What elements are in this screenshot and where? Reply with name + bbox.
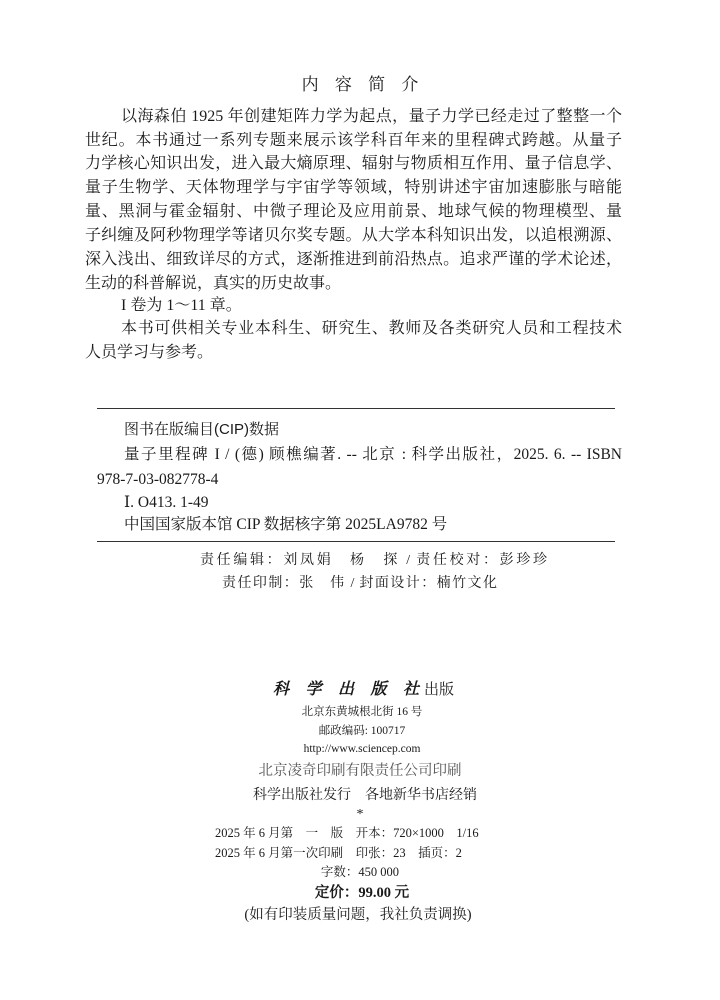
printing-line: 2025 年 6 月第一次印刷 印张：23 插页：2 bbox=[215, 846, 462, 860]
summary-line: 生动的科普解说，真实的历史故事。 bbox=[85, 275, 342, 292]
publisher-logo: 科学出版社 bbox=[273, 681, 419, 698]
summary-line: 深入浅出、细致详尽的方式，逐渐推进到前沿热点。追求严谨的学术论述， bbox=[85, 251, 622, 268]
summary-line: 世纪。本书通过一系列专题来展示该学科百年来的里程碑式跨越。从量子 bbox=[85, 132, 622, 149]
publisher-address: 北京东黄城根北街 16 号 bbox=[301, 706, 423, 718]
separator-asterisk: * bbox=[356, 807, 364, 822]
edition-line: 2025 年 6 月第 一 版 开本：720×1000 1/16 bbox=[215, 826, 479, 840]
cip-classification: Ⅰ. O413. 1-49 bbox=[124, 494, 209, 511]
printer-line: 北京凌奇印刷有限责任公司印刷 bbox=[258, 763, 462, 779]
summary-line: 量、黑洞与霍金辐射、中微子理论及应用前景、地球气候的物理模型、量 bbox=[85, 203, 622, 220]
publisher-postcode: 邮政编码: 100717 bbox=[318, 725, 406, 737]
editor-credits: 责任编辑：刘凤娟 杨 探 / 责任校对：彭珍珍 bbox=[200, 553, 547, 568]
cip-record-line: 量子里程碑 I / (德) 顾樵编著. -- 北京 : 科学出版社，2025. 6. -- ISBN bbox=[124, 446, 622, 463]
cip-approval-number: 中国国家版本馆 CIP 数据核字第 2025LA9782 号 bbox=[124, 516, 448, 533]
quality-notice: (如有印装质量问题，我社负责调换) bbox=[244, 907, 472, 923]
price: 定价：99.00 元 bbox=[314, 885, 410, 901]
cip-title: 图书在版编目(CIP)数据 bbox=[124, 421, 279, 438]
cip-bottom-rule bbox=[97, 541, 615, 542]
audience-line: 人员学习与参考。 bbox=[85, 344, 214, 361]
word-count: 字数：450 000 bbox=[320, 865, 400, 879]
volume-scope-line: I 卷为 1～11 章。 bbox=[121, 297, 242, 314]
audience-line: 本书可供相关专业本科生、研究生、教师及各类研究人员和工程技术 bbox=[121, 320, 622, 337]
production-credits: 责任印制：张 伟 / 封面设计：楠竹文化 bbox=[222, 576, 497, 591]
publish-word: 出版 bbox=[424, 682, 455, 698]
summary-heading: 内 容 简 介 bbox=[301, 75, 425, 94]
distribution-line: 科学出版社发行 各地新华书店经销 bbox=[253, 788, 477, 803]
summary-line: 量子生物学、天体物理学与宇宙学等领域，特别讲述宇宙加速膨胀与暗能 bbox=[85, 179, 622, 196]
summary-line: 子纠缠及阿秒物理学等诸贝尔奖专题。从大学本科知识出发，以追根溯源、 bbox=[85, 227, 622, 244]
cip-isbn: 978-7-03-082778-4 bbox=[97, 471, 219, 488]
summary-line: 力学核心知识出发，进入最大熵原理、辐射与物质相互作用、量子信息学、 bbox=[85, 155, 622, 172]
cip-top-rule bbox=[97, 408, 615, 409]
summary-line: 以海森伯 1925 年创建矩阵力学为起点，量子力学已经走过了整整一个 bbox=[121, 108, 622, 125]
publisher-url: http://www.sciencep.com bbox=[303, 743, 421, 755]
